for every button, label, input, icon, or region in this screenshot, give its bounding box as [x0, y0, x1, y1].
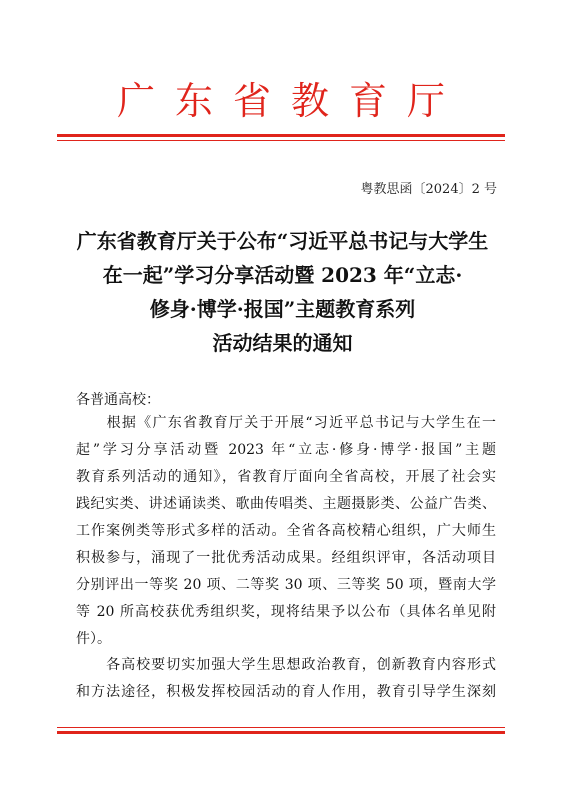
paragraph-line: 和方法途径，积极发挥校园活动的育人作用，教育引导学生深刻	[76, 684, 496, 700]
letterhead-title: 广东省教育厅	[116, 79, 465, 123]
paragraph-line: 起”学习分享活动暨 2023 年“立志·修身·博学·报国”主题	[76, 442, 496, 458]
paragraph-line: 教育系列活动的通知》，省教育厅面向全省高校，开展了社会实	[76, 469, 496, 485]
footer-rule-thick	[57, 731, 505, 734]
letterhead-rule-thin	[57, 140, 505, 141]
document-number: 粤教思函〔2024〕2 号	[360, 182, 497, 197]
paragraph-line: 积极参与，涌现了一批优秀活动成果。经组织评审，各活动项目	[76, 550, 496, 566]
body-paragraph-2	[76, 652, 496, 706]
paragraph-line: 等 20 所高校获优秀组织奖，现将结果予以公布（具体名单见附	[76, 604, 496, 620]
document-title	[60, 224, 505, 360]
paragraph-line: 践纪实类、讲述诵读类、歌曲传唱类、主题摄影类、公益广告类、	[76, 496, 496, 512]
title-line: 在一起”学习分享活动暨 2023 年“立志·	[102, 263, 463, 287]
footer-rule-thin	[57, 727, 505, 728]
title-line: 修身·博学·报国”主题教育系列	[149, 297, 416, 321]
salutation: 各普通高校：	[76, 392, 160, 408]
body-paragraph-1	[76, 410, 496, 653]
paragraph-line: 件）。	[76, 631, 111, 647]
paragraph-line: 根据《广东省教育厅关于开展“习近平总书记与大学生在一	[76, 415, 496, 431]
letterhead-rule-thick	[57, 134, 505, 137]
title-line: 活动结果的通知	[212, 331, 353, 355]
paragraph-line: 各高校要切实加强大学生思想政治教育，创新教育内容形式	[76, 657, 496, 673]
paragraph-line: 分别评出一等奖 20 项、二等奖 30 项、三等奖 50 项，暨南大学	[76, 577, 496, 593]
title-line: 广东省教育厅关于公布“习近平总书记与大学生	[76, 229, 489, 253]
paragraph-line: 工作案例类等形式多样的活动。全省各高校精心组织，广大师生	[76, 523, 496, 539]
